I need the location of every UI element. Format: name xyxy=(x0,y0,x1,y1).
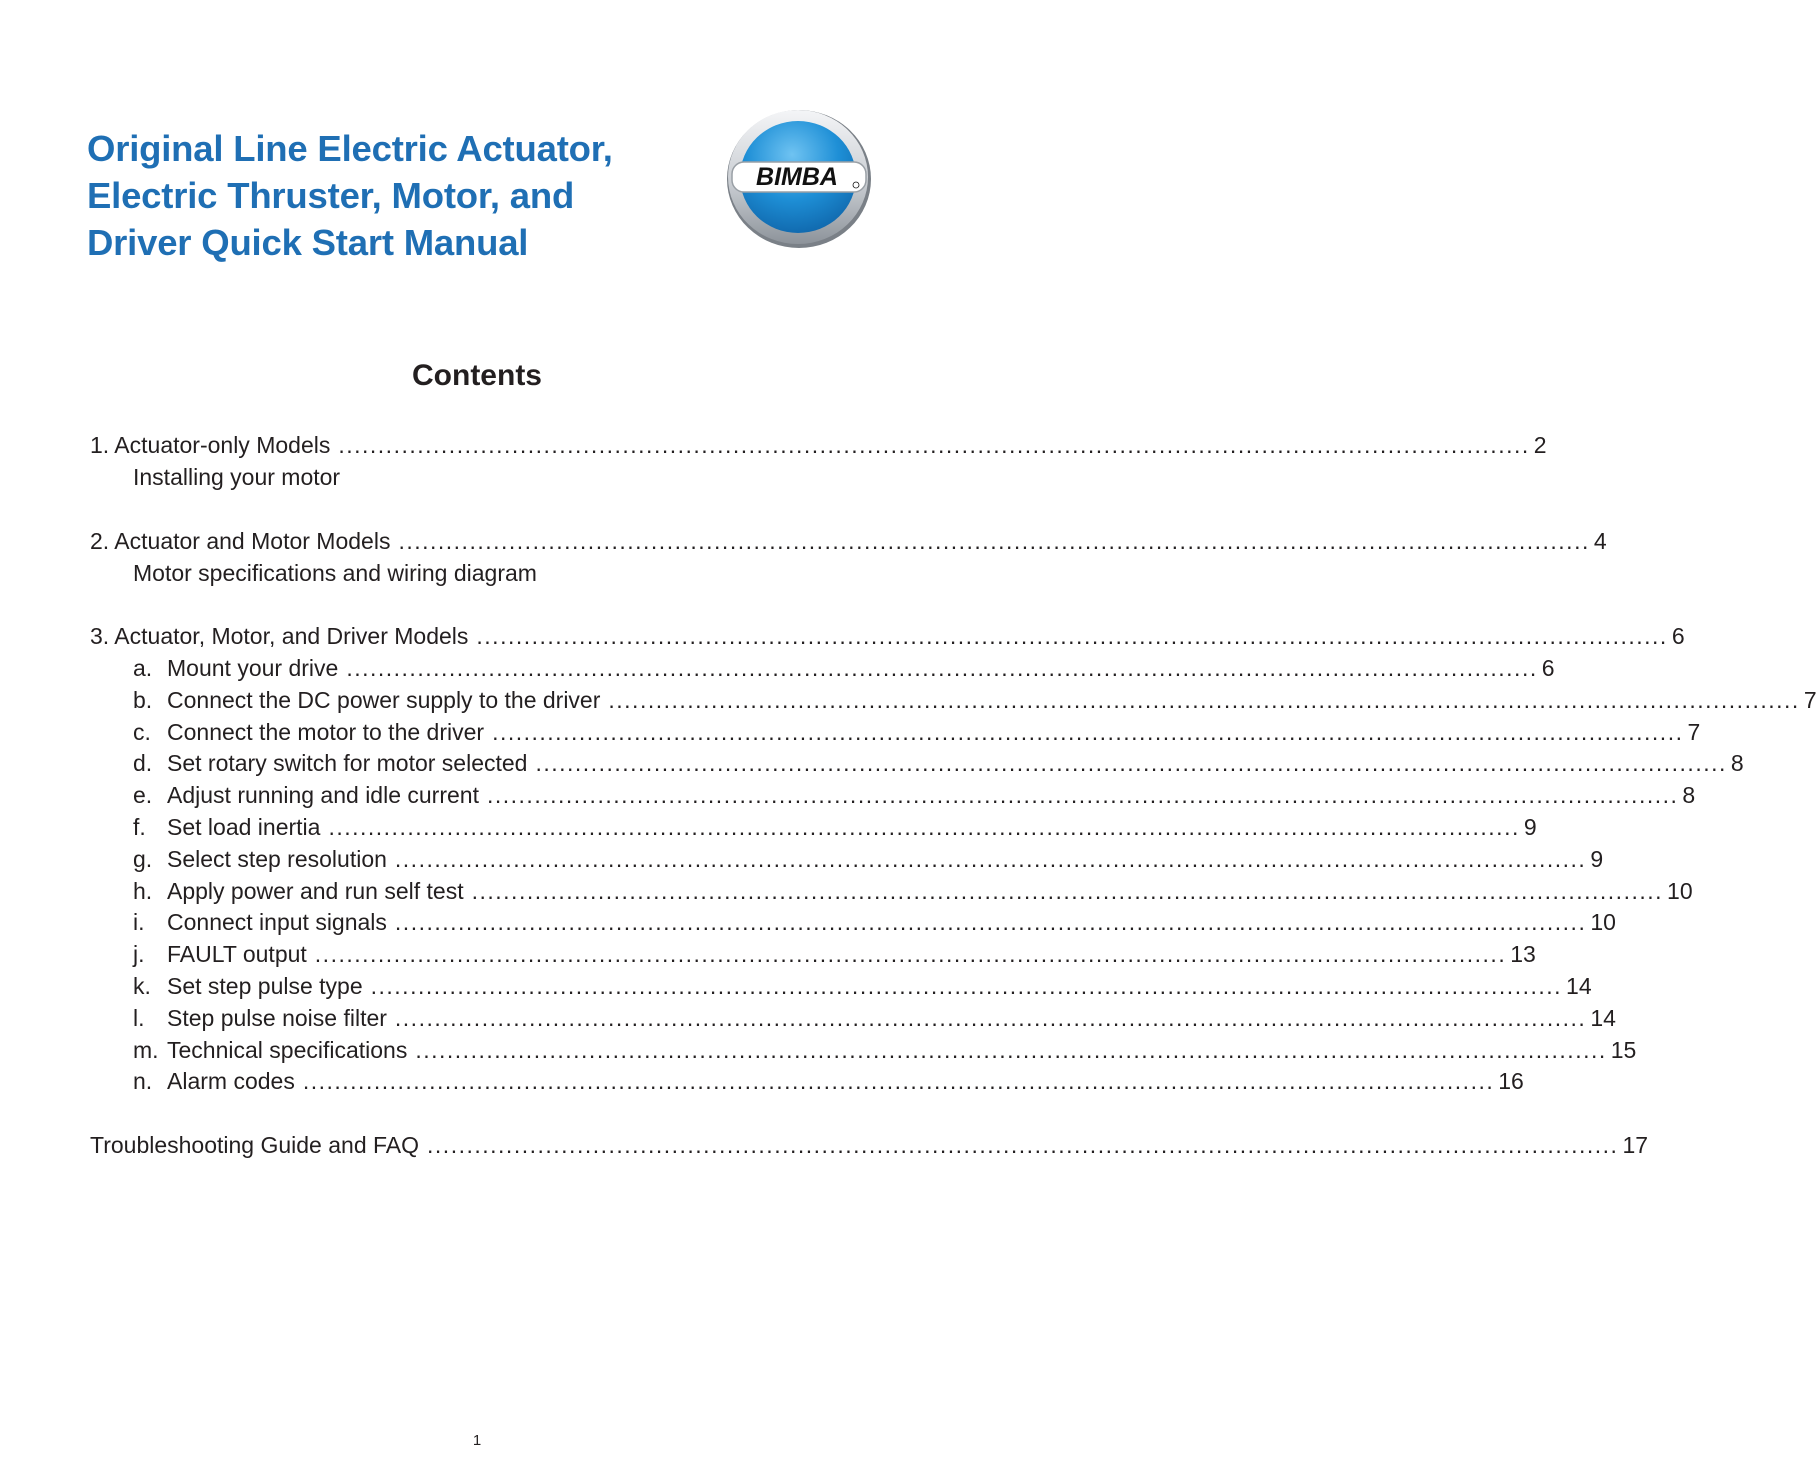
toc-page-number: 7 xyxy=(1803,687,1817,713)
toc-entry-label: Connect the DC power supply to the driver xyxy=(167,687,601,713)
dot-leader: ....................................................................................................................................................... xyxy=(394,1005,1587,1031)
toc-subentry[interactable] xyxy=(133,1066,1524,1096)
title-line: Original Line Electric Actuator, xyxy=(87,128,613,169)
toc-subentry[interactable] xyxy=(133,812,1537,842)
toc-entry-label: Mount your drive xyxy=(167,655,339,681)
toc-page-number: 16 xyxy=(1498,1068,1524,1094)
toc-subtitle: Motor specifications and wiring diagram xyxy=(133,560,537,586)
dot-leader: ....................................................................................................................................................... xyxy=(394,909,1587,935)
toc-marker: a. xyxy=(133,655,153,681)
toc-page-number: 14 xyxy=(1566,973,1592,999)
toc-entry-label: 3. Actuator, Motor, and Driver Models xyxy=(90,623,469,649)
toc-entry-actuator-motor[interactable] xyxy=(90,526,1607,556)
toc-page-number: 13 xyxy=(1510,941,1536,967)
toc-marker: d. xyxy=(133,750,153,776)
dot-leader: ....................................................................................................................................................... xyxy=(608,687,1800,713)
toc-page-number: 10 xyxy=(1667,878,1693,904)
toc-page-number: 9 xyxy=(1523,814,1537,840)
toc-entry-label: Select step resolution xyxy=(167,846,387,872)
toc-page-number: 8 xyxy=(1682,782,1696,808)
contents-heading: Contents xyxy=(412,359,542,392)
dot-leader: ....................................................................................................................................................... xyxy=(535,750,1727,776)
toc-entry-troubleshooting[interactable] xyxy=(90,1130,1649,1160)
toc-marker: k. xyxy=(133,973,151,999)
toc-page-number: 14 xyxy=(1590,1005,1616,1031)
toc-entry-label: Adjust running and idle current xyxy=(167,782,479,808)
dot-leader: ....................................................................................................................................................... xyxy=(394,846,1587,872)
toc-page-number: 9 xyxy=(1590,846,1604,872)
toc-subentry[interactable] xyxy=(133,685,1817,715)
toc-entry-label: Alarm codes xyxy=(167,1068,295,1094)
dot-leader: ....................................................................................................................................................... xyxy=(415,1037,1607,1063)
toc-entry-label: 2. Actuator and Motor Models xyxy=(90,528,391,554)
dot-leader: ....................................................................................................................................................... xyxy=(427,1132,1619,1158)
toc-subentry[interactable] xyxy=(133,907,1616,937)
toc-subentry[interactable] xyxy=(133,1003,1616,1033)
toc-page-number: 2 xyxy=(1533,432,1547,458)
dot-leader: ....................................................................................................................................................... xyxy=(398,528,1590,554)
logo-wordmark: BIMBA xyxy=(756,163,838,191)
dot-leader: ....................................................................................................................................................... xyxy=(302,1068,1495,1094)
toc-page-number: 4 xyxy=(1593,528,1607,554)
toc-marker: n. xyxy=(133,1068,153,1094)
dot-leader: ....................................................................................................................................................... xyxy=(328,814,1520,840)
toc-marker: m. xyxy=(133,1037,159,1063)
toc-entry-label: Connect input signals xyxy=(167,909,387,935)
dot-leader: ....................................................................................................................................................... xyxy=(314,941,1507,967)
toc-marker: b. xyxy=(133,687,153,713)
toc-page-number: 17 xyxy=(1622,1132,1649,1158)
toc-marker: e. xyxy=(133,782,153,808)
toc-subentry[interactable] xyxy=(133,653,1555,683)
toc-entry-actuator-only[interactable] xyxy=(90,430,1547,460)
toc-subentry[interactable] xyxy=(133,844,1604,874)
toc-entry-label: Troubleshooting Guide and FAQ xyxy=(90,1132,420,1158)
dot-leader: ....................................................................................................................................................... xyxy=(486,782,1679,808)
toc-entry-actuator-motor-driver[interactable] xyxy=(90,621,1685,651)
toc-marker: i. xyxy=(133,909,145,935)
dot-leader: ....................................................................................................................................................... xyxy=(370,973,1563,999)
toc-subentry[interactable] xyxy=(133,876,1693,906)
toc-marker: g. xyxy=(133,846,153,872)
toc-page-number: 8 xyxy=(1730,750,1744,776)
toc-entry-label: Connect the motor to the driver xyxy=(167,719,485,745)
toc-page-number: 15 xyxy=(1610,1037,1637,1063)
toc-subentry[interactable] xyxy=(133,780,1696,810)
toc-subentry[interactable] xyxy=(133,971,1592,1001)
dot-leader: ....................................................................................................................................................... xyxy=(471,878,1664,904)
toc-subentry[interactable] xyxy=(133,748,1744,778)
toc-subentry[interactable] xyxy=(133,939,1536,969)
toc-page-number: 7 xyxy=(1687,719,1701,745)
toc-page-number: 10 xyxy=(1590,909,1616,935)
dot-leader: ....................................................................................................................................................... xyxy=(476,623,1668,649)
dot-leader: ....................................................................................................................................................... xyxy=(346,655,1538,681)
title-line: Electric Thruster, Motor, and xyxy=(87,175,575,216)
toc-subtitle: Installing your motor xyxy=(133,464,341,490)
toc-entry-label: Set step pulse type xyxy=(167,973,363,999)
page-number: 1 xyxy=(472,1432,482,1449)
toc-marker: f. xyxy=(133,814,146,840)
toc-entry-label: Apply power and run self test xyxy=(167,878,464,904)
toc-marker: l. xyxy=(133,1005,145,1031)
toc-entry-label: Set load inertia xyxy=(167,814,321,840)
toc-entry-label: Step pulse noise filter xyxy=(167,1005,387,1031)
toc-entry-label: Technical specifications xyxy=(167,1037,408,1063)
toc-entry-label: Set rotary switch for motor selected xyxy=(167,750,528,776)
dot-leader: ....................................................................................................................................................... xyxy=(492,719,1684,745)
toc-marker: c. xyxy=(133,719,151,745)
title-line: Driver Quick Start Manual xyxy=(87,222,529,263)
toc-marker: j. xyxy=(133,941,145,967)
dot-leader: ....................................................................................................................................................... xyxy=(338,432,1530,458)
toc-subentry[interactable] xyxy=(133,717,1701,747)
toc-page-number: 6 xyxy=(1671,623,1685,649)
toc-subentry[interactable] xyxy=(133,1035,1637,1065)
toc-page-number: 6 xyxy=(1541,655,1555,681)
toc-entry-label: FAULT output xyxy=(167,941,307,967)
toc-marker: h. xyxy=(133,878,153,904)
toc-entry-label: 1. Actuator-only Models xyxy=(90,432,331,458)
